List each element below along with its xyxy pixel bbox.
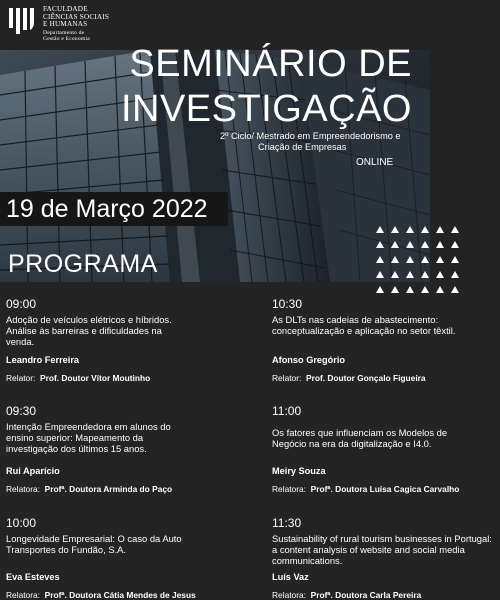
triangle-mark xyxy=(376,271,384,278)
triangle-mark xyxy=(376,286,384,293)
session-time: 10:30 xyxy=(272,297,303,311)
supervisor-name: Prof. Doutor Gonçalo Figueira xyxy=(305,373,426,383)
logo-line-1: FACULDADE xyxy=(43,5,88,13)
session-speaker: Meiry Souza xyxy=(272,466,326,476)
session-supervisor-line xyxy=(6,484,172,495)
role-label: Relatora: xyxy=(272,590,306,600)
programa-heading: PROGRAMA xyxy=(8,250,158,278)
role-label: Relator: xyxy=(6,373,36,383)
logo-icon xyxy=(8,6,36,36)
subtitle-line-1: 2º Ciclo/ Mestrado em Empreendedorismo e xyxy=(220,131,401,141)
role-label: Relatora: xyxy=(6,484,40,494)
triangle-mark xyxy=(436,286,444,293)
university-logo xyxy=(8,6,109,43)
logo-line-2: CIÊNCIAS SOCIAIS xyxy=(43,12,110,21)
session-3 xyxy=(6,404,236,504)
triangle-mark xyxy=(406,226,414,233)
title-line-2: INVESTIGAÇÃO xyxy=(120,88,412,130)
session-supervisor-line xyxy=(272,590,421,600)
triangle-mark xyxy=(406,286,414,293)
triangle-mark xyxy=(391,256,399,263)
triangle-mark xyxy=(391,271,399,278)
triangle-mark xyxy=(376,256,384,263)
session-4 xyxy=(272,404,500,504)
logo-dept-2: Gestão e Economia xyxy=(43,36,90,43)
role-label: Relatora: xyxy=(6,590,40,600)
role-label: Relatora: xyxy=(272,484,306,494)
role-label: Relator: xyxy=(272,373,302,383)
session-supervisor-line xyxy=(272,373,426,384)
triangle-mark xyxy=(451,271,459,278)
session-5 xyxy=(6,516,236,600)
triangle-mark xyxy=(421,286,429,293)
session-supervisor-line xyxy=(6,590,196,600)
session-supervisor-line xyxy=(272,484,459,495)
supervisor-name: Profª. Doutora Arminda do Paço xyxy=(44,484,173,494)
mode-label: ONLINE xyxy=(356,157,394,168)
session-2 xyxy=(272,297,500,387)
supervisor-name: Profª. Doutora Cátia Mendes de Jesus xyxy=(44,590,196,600)
session-time: 09:30 xyxy=(6,404,37,418)
triangle-mark xyxy=(391,226,399,233)
triangle-mark xyxy=(421,226,429,233)
triangle-mark xyxy=(451,226,459,233)
triangle-mark xyxy=(421,271,429,278)
session-talk: Longevidade Empresarial: O caso da Auto Transportes do Fundão, S.A. xyxy=(6,533,182,555)
triangle-mark xyxy=(406,256,414,263)
triangle-mark xyxy=(436,241,444,248)
triangle-pattern-icon xyxy=(372,222,462,298)
triangle-mark xyxy=(391,286,399,293)
session-speaker: Eva Esteves xyxy=(6,572,60,582)
triangle-mark xyxy=(376,241,384,248)
triangle-mark xyxy=(451,241,459,248)
supervisor-name: Profª. Doutora Carla Pereira xyxy=(310,590,422,600)
subtitle xyxy=(220,131,420,152)
triangle-mark xyxy=(436,271,444,278)
session-speaker: Afonso Gregório xyxy=(272,355,345,365)
session-speaker: Rui Aparício xyxy=(6,466,60,476)
logo-line-3: E HUMANAS xyxy=(43,20,88,29)
session-1 xyxy=(6,297,236,387)
session-talk: Adoção de veículos elétricos e híbridos. Análise às barreiras e dificuldades na venda. xyxy=(6,314,172,347)
triangle-mark xyxy=(436,256,444,263)
triangle-mark xyxy=(406,271,414,278)
triangle-mark xyxy=(391,241,399,248)
triangle-mark xyxy=(451,256,459,263)
logo-dept-1: Departamento de xyxy=(43,29,85,36)
session-6 xyxy=(272,516,500,600)
supervisor-name: Profª. Doutora Luísa Cagica Carvalho xyxy=(310,484,460,494)
subtitle-line-2: Criação de Empresas xyxy=(258,141,347,152)
session-speaker: Luís Vaz xyxy=(272,572,309,582)
supervisor-name: Prof. Doutor Vítor Moutinho xyxy=(39,373,151,383)
session-talk: Os fatores que influenciam os Modelos de Negócio na era da digitalização e I4.0. xyxy=(272,427,448,449)
session-supervisor-line xyxy=(6,373,150,384)
triangle-mark xyxy=(436,226,444,233)
session-talk: Intenção Empreendedora em alunos do ensino superior: Mapeamento da investigação dos últimos 15 anos. xyxy=(6,421,171,454)
event-date: 19 de Março 2022 xyxy=(0,192,228,226)
session-speaker: Leandro Ferreira xyxy=(6,355,80,365)
triangle-mark xyxy=(376,226,384,233)
session-talk: As DLTs nas cadeias de abastecimento: conceptualização e aplicação no setor têxtil. xyxy=(272,314,456,336)
session-talk: Sustainability of rural tourism businesses in Portugal: a content analysis of website and social media communications. xyxy=(272,533,492,566)
triangle-mark xyxy=(406,241,414,248)
session-time: 11:00 xyxy=(272,404,302,418)
session-time: 10:00 xyxy=(6,516,37,530)
session-time: 11:30 xyxy=(272,516,302,530)
triangle-mark xyxy=(451,286,459,293)
title-line-1: SEMINÁRIO DE xyxy=(129,43,412,85)
triangle-mark xyxy=(421,256,429,263)
session-time: 09:00 xyxy=(6,297,37,311)
triangle-mark xyxy=(421,241,429,248)
